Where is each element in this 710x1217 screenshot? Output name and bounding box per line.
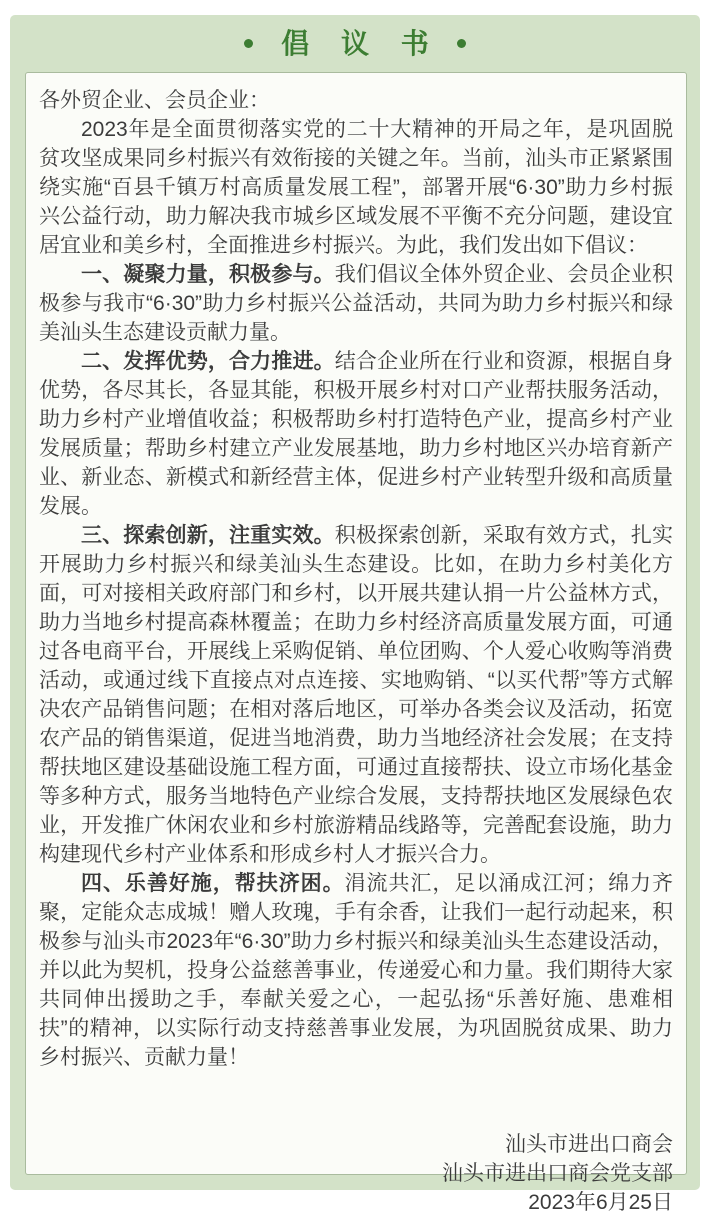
- paragraph-intro: [39, 115, 673, 260]
- page-title: 倡 议 书: [281, 27, 441, 59]
- signature-block: [39, 1130, 673, 1217]
- paragraph-lead: 一、凝聚力量，积极参与。: [81, 263, 335, 286]
- signature-org: 汕头市进出口商会: [505, 1133, 673, 1156]
- salutation: 各外贸企业、会员企业：: [39, 89, 270, 112]
- paragraph-text: 涓流共汇，足以涌成江河；绵力齐聚，定能众志成城！赠人玫瑰，手有余香，让我们一起行动起来，积极参与汕头市2023年“6·30”助力乡村振兴和绿美汕头生态建设活动，并以此为契机，投身公益慈善事业，传递爱心和力量。我们期待大家共同伸出援助之手，奉献关爱之心，一起弘扬“乐善好施、患难相扶”的精神，以实际行动支持慈善事业发展，为巩固脱贫成果、助力乡村振兴、贡献力量！: [39, 872, 674, 1069]
- paragraph-lead: 二、发挥优势，合力推进。: [81, 350, 335, 373]
- title-right-dot-icon: [457, 39, 466, 48]
- paragraph-2: [39, 347, 673, 521]
- paragraph-1: [39, 260, 673, 347]
- document-title: [10, 15, 700, 72]
- paragraph-text: 我们倡议全体外贸企业、会员企业积极参与我市“6·30”助力乡村振兴公益活动，共同为助力乡村振兴和绿美汕头生态建设贡献力量。: [39, 263, 674, 344]
- paragraph-lead: 四、乐善好施，帮扶济困。: [81, 872, 345, 895]
- paragraph-text: 积极探索创新，采取有效方式，扎实开展助力乡村振兴和绿美汕头生态建设。比如，在助力乡村美化方面，可对接相关政府部门和乡村，以开展共建认捐一片公益林方式，助力当地乡村提高森林覆盖；在助力乡村经济高质量发展方面，可通过各电商平台，开展线上采购促销、单位团购、个人爱心收购等消费活动，或通过线下直接点对点连接、实地购销、“以买代帮”等方式解决农产品销售问题；在相对落后地区，可举办各类会议及活动，拓宽农产品的销售渠道，促进当地消费，助力当地经济社会发展；在支持帮扶地区建设基础设施工程方面，可通过直接帮扶、设立市场化基金等多种方式，服务当地特色产业综合发展，支持帮扶地区发展绿色农业，开发推广休闲农业和乡村旅游精品线路等，完善配套设施，助力构建现代乡村产业体系和形成乡村人才振兴合力。: [39, 524, 674, 866]
- signature-date: 2023年6月25日: [528, 1191, 673, 1214]
- paragraph-3: [39, 521, 673, 869]
- paragraph-4: [39, 869, 673, 1072]
- paragraph-lead: 三、探索创新，注重实效。: [81, 524, 335, 547]
- document-card: [25, 72, 687, 1214]
- signature-party-branch: 汕头市进出口商会党支部: [442, 1162, 673, 1185]
- title-left-dot-icon: [244, 39, 253, 48]
- green-panel: [10, 15, 700, 1214]
- paragraph-text: 2023年是全面贯彻落实党的二十大精神的开局之年，是巩固脱贫攻坚成果同乡村振兴有效衔接的关键之年。当前，汕头市正紧紧围绕实施“百县千镇万村高质量发展工程”，部署开展“6·30”助力乡村振兴公益行动，助力解决我市城乡区域发展不平衡不充分问题，建设宜居宜业和美乡村，全面推进乡村振兴。为此，我们发出如下倡议：: [39, 118, 673, 257]
- paragraph-text: 结合企业所在行业和资源，根据自身优势，各尽其长，各显其能，积极开展乡村对口产业帮扶服务活动，助力乡村产业增值收益；积极帮助乡村打造特色产业，提高乡村产业发展质量；帮助乡村建立产业发展基地，助力乡村地区兴办培育新产业、新业态、新模式和新经营主体，促进乡村产业转型升级和高质量发展。: [39, 350, 674, 518]
